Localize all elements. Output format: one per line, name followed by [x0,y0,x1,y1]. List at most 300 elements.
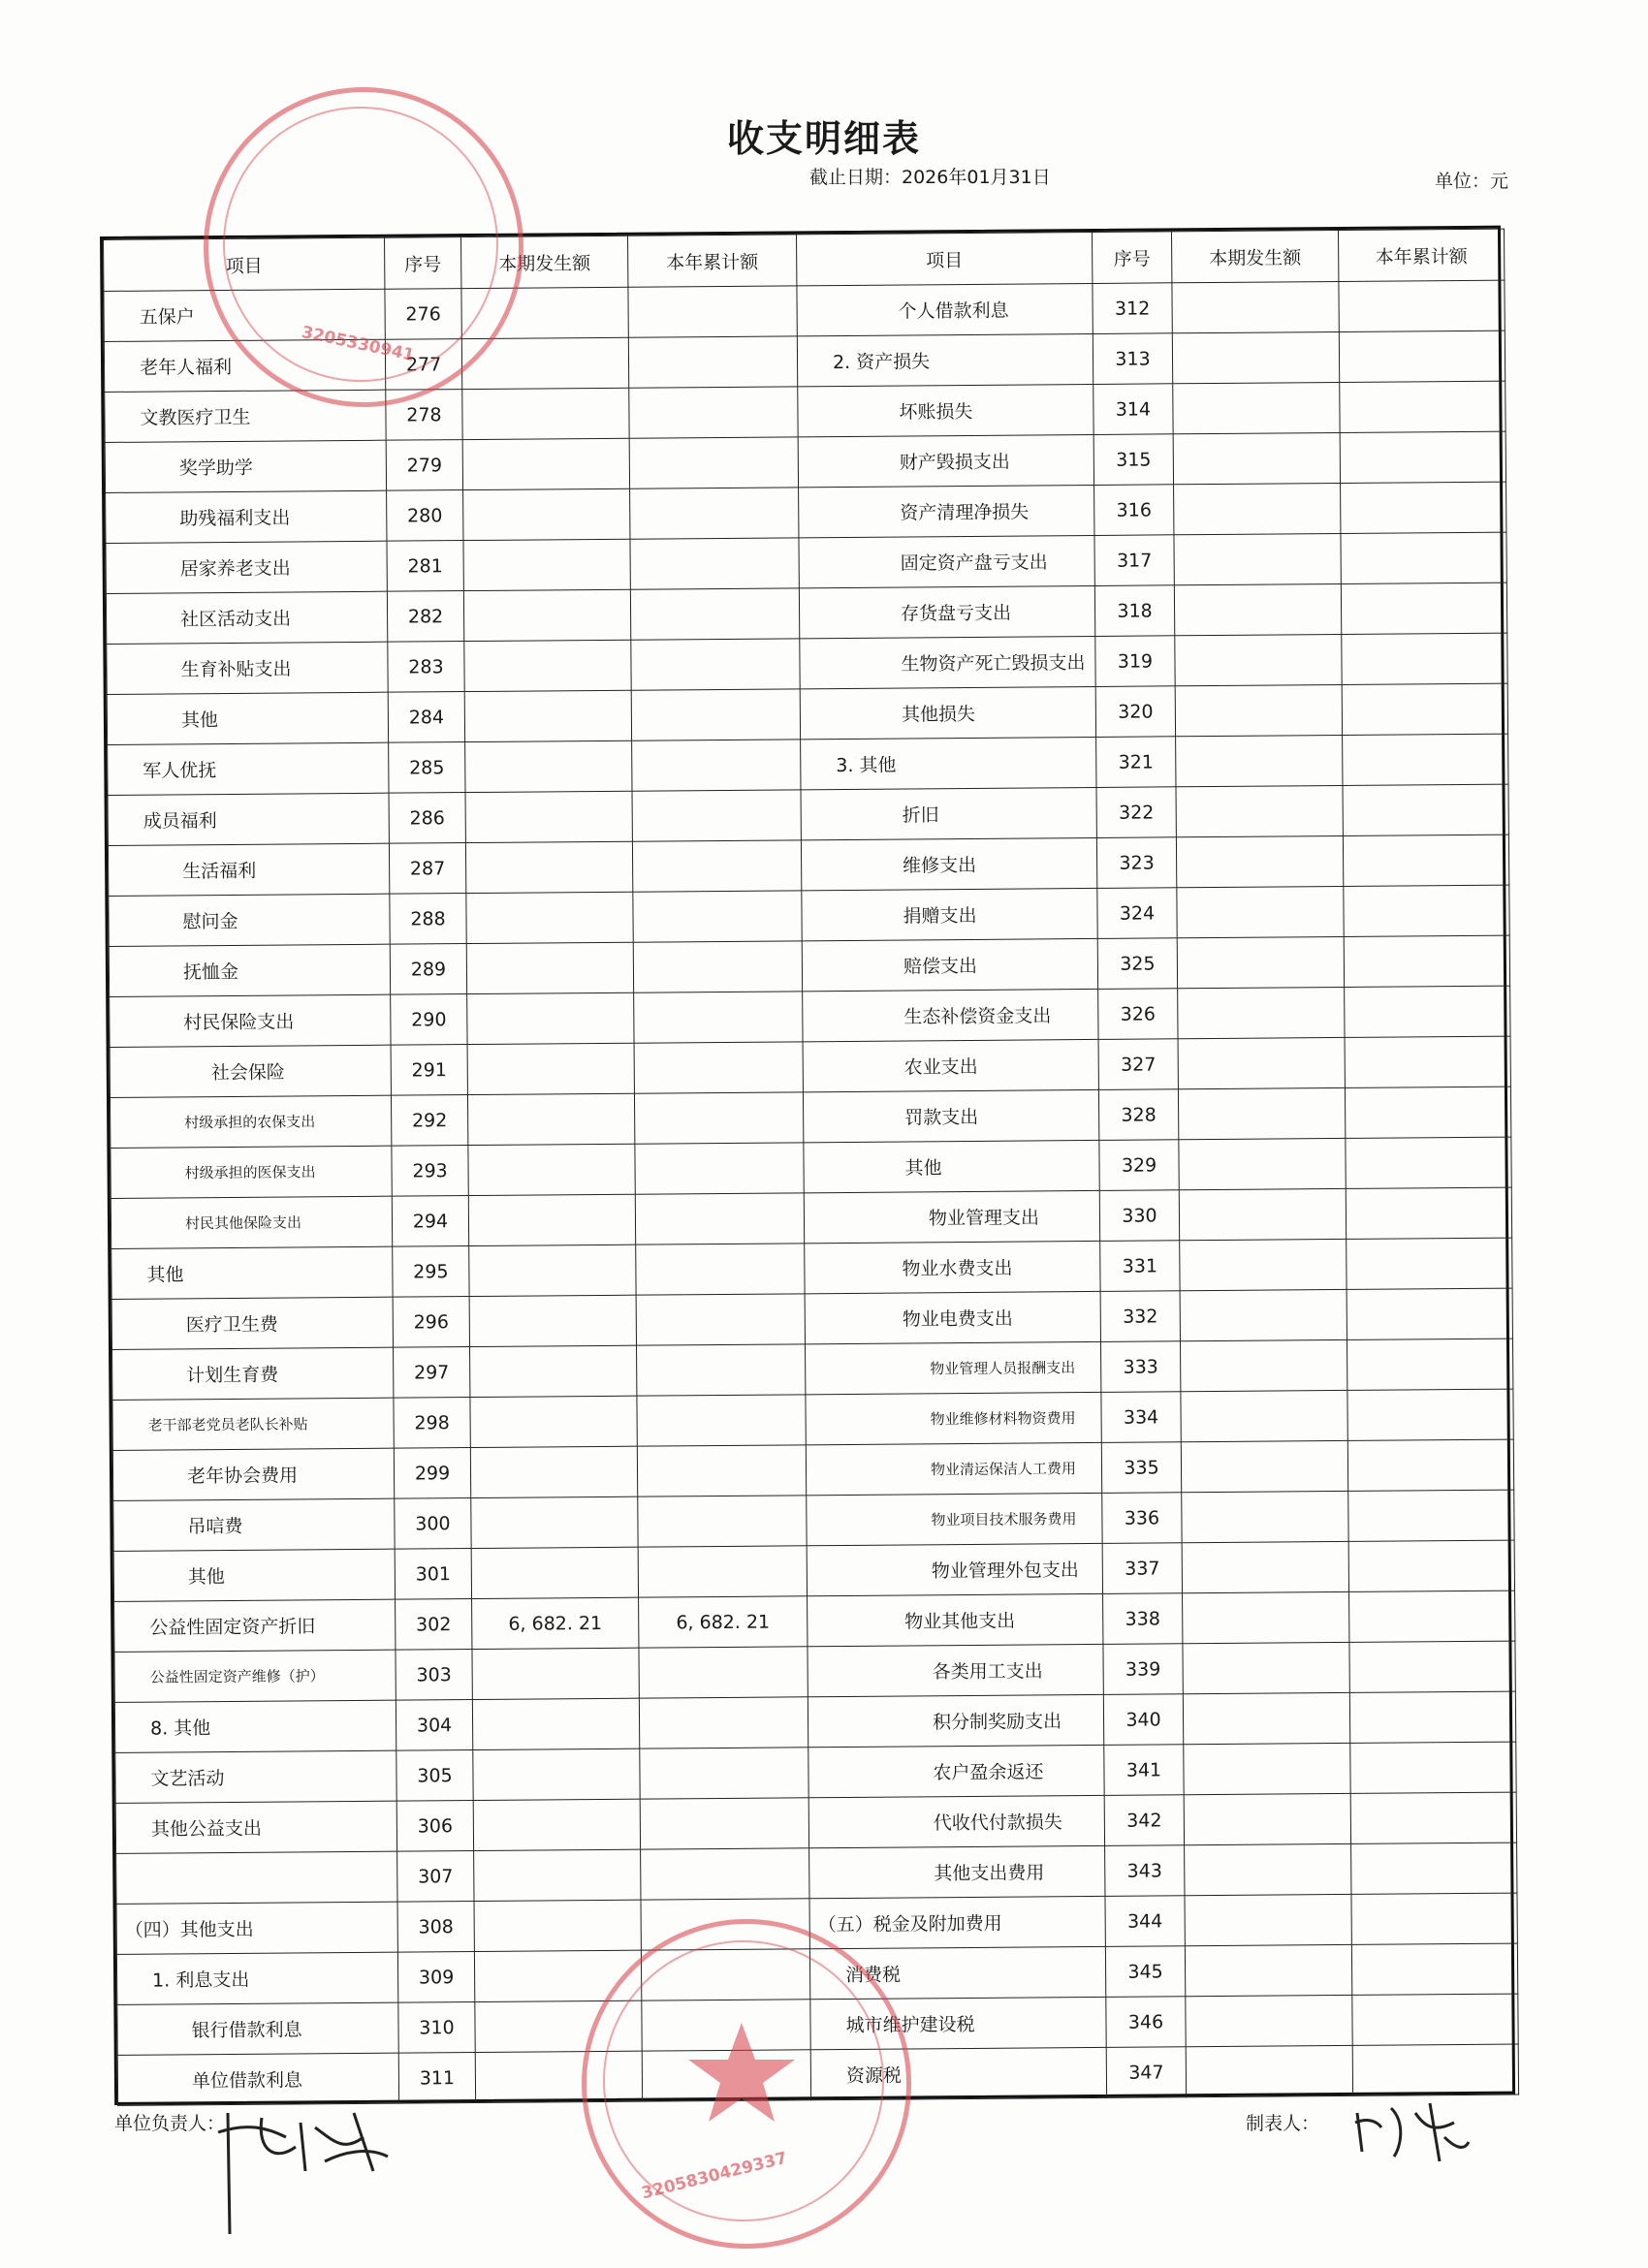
right-period-cell [1176,735,1343,786]
left-seq-cell: 305 [396,1750,473,1802]
left-period-cell [468,1144,635,1195]
right-seq-cell: 337 [1102,1543,1182,1594]
right-item-cell: 其他支出费用 [809,1845,1105,1898]
right-item-cell: 资源税 [810,2047,1106,2099]
left-seq-cell: 294 [392,1196,468,1247]
right-seq-cell: 336 [1102,1493,1182,1544]
right-ytd-cell [1349,1591,1515,1642]
left-item-cell [116,1851,397,1904]
right-item-cell: 存货盘亏支出 [799,585,1094,638]
right-item-cell: 物业电费支出 [805,1291,1100,1343]
left-seq-cell: 291 [391,1045,467,1096]
right-period-cell [1177,886,1344,937]
left-seq-cell: 284 [388,692,464,743]
left-period-cell [463,539,630,590]
left-ytd-cell [628,286,797,337]
right-seq-cell: 323 [1096,837,1176,889]
right-ytd-cell [1345,1036,1510,1087]
left-ytd-cell [630,488,799,539]
right-ytd-cell [1346,1137,1511,1188]
right-ytd-cell [1343,734,1508,785]
right-ytd-cell [1342,683,1507,735]
left-item-cell: 村级承担的医保支出 [111,1146,392,1198]
right-seq-cell: 342 [1104,1795,1184,1846]
left-ytd-cell [640,1748,808,1799]
right-item-cell: 各类用工支出 [808,1644,1103,1696]
right-period-cell [1178,1087,1345,1139]
right-period-cell [1181,1390,1347,1441]
right-period-cell [1183,1642,1349,1693]
right-ytd-cell [1347,1288,1512,1339]
left-item-cell: 1. 利息支出 [116,1952,397,2004]
right-period-cell [1172,281,1339,332]
right-seq-cell: 343 [1105,1845,1185,1897]
left-seq-cell: 299 [394,1448,470,1499]
left-seq-header: 序号 [385,237,461,290]
right-seq-cell: 332 [1100,1291,1180,1342]
left-ytd-cell [634,992,803,1043]
right-seq-cell: 320 [1095,686,1175,738]
left-seq-cell: 306 [396,1801,473,1852]
right-period-cell [1176,835,1343,887]
left-item-cell: 村民保险支出 [110,994,391,1047]
right-ytd-cell [1351,1893,1517,1944]
right-period-cell [1174,583,1341,635]
left-item-cell: 老年协会费用 [112,1448,394,1500]
right-item-cell: 坏账损失 [798,384,1093,436]
right-ytd-cell [1343,784,1508,835]
left-ytd-cell [637,1344,806,1396]
right-item-cell: 物业管理支出 [804,1190,1099,1243]
right-period-cell [1175,684,1342,736]
right-seq-cell: 333 [1100,1341,1180,1393]
village-committee-seal [204,87,523,407]
left-period-cell [470,1396,637,1447]
left-seq-cell: 285 [389,742,465,794]
right-period-cell [1178,1037,1345,1088]
right-period-cell [1179,1138,1346,1189]
left-period-cell [464,690,631,741]
right-seq-cell: 327 [1098,1039,1178,1090]
right-item-cell: 3. 其他 [801,737,1096,789]
right-item-cell: 捐赠支出 [802,888,1097,940]
left-item-cell: 文教医疗卫生 [105,390,386,442]
right-item-cell: 城市维护建设税 [810,1997,1106,2049]
left-ytd-cell [633,941,802,992]
supervision-committee-seal [582,1919,911,2249]
page-title: 收支明细表 [726,117,921,160]
left-item-cell: 成员福利 [108,793,389,845]
left-item-cell: 生育补贴支出 [107,642,388,694]
right-seq-cell: 326 [1098,989,1178,1040]
left-item-cell: 计划生育费 [112,1347,394,1400]
left-ytd-cell [632,840,801,892]
left-period-cell [472,1648,639,1699]
left-item-cell: 8. 其他 [114,1700,396,1752]
left-period-cell [463,488,630,540]
right-item-cell: 其他损失 [800,686,1095,739]
left-item-cell: 银行借款利息 [117,2002,398,2055]
left-ytd-cell [639,1647,808,1698]
right-item-cell: 个人借款利息 [797,283,1093,335]
right-ytd-cell [1347,1238,1512,1289]
left-item-cell: （四）其他支出 [116,1902,397,1954]
left-item-cell: 吊唁费 [113,1498,395,1551]
right-seq-cell: 345 [1105,1946,1185,1998]
right-seq-header: 序号 [1092,232,1171,284]
left-ytd-cell [632,790,801,841]
left-item-cell: 文艺活动 [115,1750,396,1803]
detail-table-frame [100,226,1515,2105]
right-seq-cell: 329 [1099,1140,1179,1191]
right-ytd-cell [1347,1439,1513,1491]
left-seq-cell: 301 [395,1549,471,1600]
left-period-cell [467,992,634,1044]
left-period-cell [473,1748,640,1800]
right-ytd-cell [1341,482,1506,533]
table-body [104,280,1519,2105]
right-period-cell [1178,987,1345,1038]
left-period-cell [471,1547,638,1598]
right-period-cell [1184,1743,1350,1794]
right-seq-cell: 325 [1097,938,1177,990]
left-ytd-cell [634,1092,803,1144]
seal-star-icon [686,2021,798,2127]
seal-number-bottom: 3205830429337 [639,2148,789,2204]
left-ytd-cell [637,1445,806,1496]
left-ytd-header: 本年累计额 [628,235,797,287]
right-item-cell: 物业项目技术服务费用 [807,1493,1102,1545]
left-period-cell [467,1043,634,1094]
left-item-cell: 公益性固定资产折旧 [114,1599,396,1652]
right-period-cell [1184,1793,1350,1844]
left-seq-cell: 311 [398,2053,475,2104]
left-period-cell [470,1345,637,1397]
right-seq-cell: 341 [1104,1745,1184,1796]
right-seq-cell: 314 [1093,384,1173,435]
income-expense-table [103,229,1519,2106]
left-seq-cell: 280 [387,490,463,542]
left-period-cell [474,1849,641,1901]
right-seq-cell: 331 [1100,1241,1180,1292]
right-ytd-cell [1352,2044,1518,2095]
right-period-cell [1186,1995,1352,2046]
right-seq-cell: 346 [1106,1997,1186,2048]
left-seq-cell: 300 [395,1498,471,1550]
left-item-cell: 抚恤金 [109,944,390,996]
right-ytd-cell [1350,1792,1516,1843]
right-seq-cell: 344 [1105,1896,1185,1947]
left-ytd-cell [635,1193,804,1244]
left-period-cell [470,1446,637,1497]
left-ytd-cell [639,1697,808,1748]
right-seq-cell: 330 [1099,1190,1179,1242]
left-period-cell [465,740,632,792]
right-seq-cell: 312 [1093,283,1172,334]
left-period-cell [468,1194,635,1245]
right-seq-cell: 338 [1103,1593,1183,1645]
right-item-cell: 代收代付款损失 [808,1795,1104,1847]
right-seq-cell: 313 [1093,333,1172,385]
right-period-cell [1174,533,1341,584]
right-seq-cell: 318 [1094,585,1174,637]
left-seq-cell: 303 [396,1650,472,1701]
preparer-signature [1347,2094,1474,2166]
left-period-cell [467,1093,634,1145]
left-seq-cell: 307 [397,1851,474,1903]
left-seq-cell: 289 [390,944,466,995]
left-ytd-cell [631,689,800,740]
right-ytd-cell [1340,431,1505,483]
left-seq-cell: 310 [398,2002,475,2054]
left-seq-cell: 281 [387,541,463,592]
left-item-cell: 村级承担的农保支出 [110,1095,391,1148]
left-item-cell: 公益性固定资产维修（护） [114,1650,396,1702]
right-period-cell [1185,1894,1351,1945]
right-item-cell: 折旧 [801,787,1096,839]
right-ytd-cell [1347,1389,1513,1440]
left-seq-cell: 297 [394,1347,470,1399]
left-period-cell [464,640,631,691]
unit-head-signature [208,2094,393,2239]
right-seq-cell: 328 [1098,1089,1178,1141]
left-ytd-cell [631,639,800,690]
left-ytd-cell [630,588,799,640]
right-period-cell [1186,2045,1352,2096]
right-ytd-cell [1341,532,1506,583]
right-item-cell: 消费税 [809,1946,1105,1999]
right-period-cell [1181,1440,1347,1492]
right-ytd-cell [1339,280,1505,331]
left-seq-cell: 279 [386,440,462,491]
left-item-cell: 社会保险 [110,1045,391,1097]
left-seq-cell: 302 [396,1599,472,1651]
right-item-cell: 固定资产盘亏支出 [799,535,1094,587]
right-seq-cell: 317 [1094,535,1174,586]
right-seq-cell: 321 [1096,737,1176,788]
right-seq-cell: 324 [1097,888,1177,939]
cutoff-date: 截止日期：2026年01月31日 [809,167,1051,188]
right-item-cell: 维修支出 [801,837,1096,890]
left-period-cell [473,1799,640,1850]
right-ytd-header: 本年累计额 [1338,229,1504,281]
right-period-cell [1173,382,1340,433]
left-period-cell: 6, 682. 21 [472,1597,639,1649]
left-ytd-cell [638,1496,807,1547]
right-period-cell [1177,936,1344,988]
left-seq-cell: 296 [393,1297,469,1348]
right-seq-cell: 340 [1103,1694,1183,1746]
right-item-cell: 生物资产死亡毁损支出 [800,636,1095,688]
right-item-cell: 物业水费支出 [805,1241,1100,1293]
left-seq-cell: 282 [387,591,463,643]
right-seq-cell: 335 [1101,1442,1181,1494]
right-item-cell: 罚款支出 [803,1089,1098,1142]
left-seq-cell: 287 [389,843,465,895]
left-item-cell: 生活福利 [108,843,389,896]
left-ytd-cell: 6, 682. 21 [639,1596,808,1648]
left-seq-cell: 293 [392,1146,468,1197]
left-seq-cell: 308 [397,1902,474,1953]
right-ytd-cell [1340,381,1505,432]
left-seq-cell: 298 [394,1398,470,1449]
right-seq-cell: 319 [1095,636,1175,687]
right-item-cell: 资产清理净损失 [799,485,1094,537]
right-period-cell [1180,1239,1347,1290]
right-ytd-cell [1344,885,1509,936]
left-period-cell [469,1295,636,1346]
left-seq-cell: 295 [393,1246,469,1298]
right-item-cell: 积分制奖励支出 [808,1694,1103,1747]
right-ytd-cell [1348,1540,1514,1591]
left-item-cell: 其他 [111,1246,393,1299]
unit-label: 单位：元 [1435,171,1509,192]
right-ytd-cell [1343,835,1508,886]
right-item-header: 项目 [797,232,1093,285]
right-item-cell: 物业管理外包支出 [807,1543,1102,1595]
right-item-cell: 2. 资产损失 [797,333,1093,386]
left-ytd-cell [629,437,798,488]
left-period-header: 本期发生额 [461,236,628,288]
left-period-cell [472,1698,639,1749]
right-item-cell: 物业维修材料物资费用 [806,1392,1101,1444]
left-item-cell: 社区活动支出 [106,591,387,644]
left-ytd-cell [636,1294,805,1345]
left-item-cell: 单位借款利息 [117,2053,398,2105]
left-seq-cell: 278 [386,390,462,441]
right-period-cell [1185,1843,1351,1895]
preparer-label: 制表人： [1246,2113,1320,2134]
right-ytd-cell [1344,935,1509,987]
left-item-cell: 医疗卫生费 [111,1297,393,1349]
left-seq-cell: 290 [391,994,467,1046]
left-item-cell: 其他公益支出 [115,1801,396,1853]
right-period-cell [1182,1491,1348,1542]
left-ytd-cell [634,1042,803,1093]
right-period-cell [1180,1339,1347,1391]
left-period-cell [465,791,632,842]
right-ytd-cell [1346,1187,1511,1239]
right-ytd-cell [1349,1691,1515,1743]
right-item-cell: 财产毁损支出 [798,434,1093,487]
left-item-header: 项目 [104,237,385,291]
left-ytd-cell [637,1395,806,1446]
left-period-cell [465,841,632,893]
right-item-cell: 物业清运保洁人工费用 [806,1442,1101,1495]
right-ytd-cell [1341,583,1506,634]
left-seq-cell: 276 [385,289,461,340]
left-item-cell: 居家养老支出 [106,541,387,593]
left-seq-cell: 277 [385,339,461,391]
left-ytd-cell [628,336,797,388]
right-ytd-cell [1339,331,1505,382]
left-period-cell [469,1244,636,1296]
right-period-cell [1174,483,1341,534]
left-ytd-cell [635,1143,804,1194]
right-item-cell: 物业管理人员报酬支出 [805,1341,1100,1394]
left-ytd-cell [630,538,799,589]
right-ytd-cell [1351,1843,1517,1894]
right-ytd-cell [1345,1087,1510,1138]
left-item-cell: 其他 [113,1549,395,1601]
right-item-cell: 赔偿支出 [802,938,1097,991]
right-period-cell [1180,1289,1347,1340]
right-item-cell: 生态补偿资金支出 [803,989,1098,1041]
right-item-cell: 农业支出 [803,1039,1098,1091]
right-seq-cell: 339 [1103,1644,1183,1695]
right-ytd-cell [1351,1943,1517,1995]
right-item-cell: 物业其他支出 [808,1593,1103,1646]
left-item-cell: 助残福利支出 [106,490,387,543]
left-seq-cell: 304 [396,1700,472,1751]
left-ytd-cell [640,1798,808,1849]
left-ytd-cell [636,1244,805,1295]
left-seq-cell: 309 [397,1952,474,2003]
left-period-cell [466,892,633,943]
right-period-cell [1173,432,1340,484]
left-item-cell: 奖学助学 [105,440,386,492]
right-ytd-cell [1348,1490,1514,1541]
left-period-cell [466,942,633,993]
right-item-cell: （五）税金及附加费用 [809,1896,1105,1948]
right-period-cell [1175,634,1342,685]
right-period-header: 本期发生额 [1171,230,1338,282]
left-ytd-cell [632,740,801,791]
right-period-cell [1183,1692,1349,1744]
left-ytd-cell [641,1848,809,1900]
right-ytd-cell [1350,1742,1516,1793]
right-ytd-cell [1345,986,1510,1037]
right-ytd-cell [1347,1339,1512,1390]
right-ytd-cell [1349,1641,1515,1692]
left-period-cell [471,1496,638,1548]
left-period-cell [462,438,629,489]
left-item-cell: 军人优抚 [108,742,389,795]
left-seq-cell: 288 [390,894,466,945]
left-seq-cell: 286 [389,793,465,844]
right-seq-cell: 347 [1106,2047,1186,2098]
right-ytd-cell [1342,633,1507,684]
right-ytd-cell [1352,1994,1518,2045]
left-ytd-cell [629,387,798,438]
right-item-cell: 其他 [804,1140,1099,1192]
unit-head-label: 单位负责人： [114,2113,226,2134]
right-seq-cell: 322 [1096,787,1176,838]
right-period-cell [1185,1944,1351,1996]
left-seq-cell: 292 [391,1095,467,1147]
left-item-cell: 老年人福利 [104,339,385,392]
left-period-cell [463,589,630,641]
left-ytd-cell [633,891,802,942]
right-seq-cell: 334 [1101,1392,1181,1443]
left-item-cell: 五保户 [104,289,385,341]
right-seq-cell: 316 [1094,485,1174,536]
left-item-cell: 老干部老党员老队长补贴 [112,1398,394,1450]
right-period-cell [1176,785,1343,836]
right-period-cell [1182,1541,1348,1592]
left-ytd-cell [638,1546,807,1597]
right-seq-cell: 315 [1093,434,1173,486]
left-item-cell: 慰问金 [109,894,390,946]
left-seq-cell: 283 [388,642,464,693]
right-period-cell [1172,331,1339,383]
seal-number-top: 3205330941 [300,322,417,366]
right-period-cell [1183,1591,1349,1643]
right-item-cell: 农户盈余返还 [808,1745,1104,1797]
right-period-cell [1179,1188,1346,1240]
left-item-cell: 其他 [107,692,388,744]
left-item-cell: 村民其他保险支出 [111,1196,392,1248]
